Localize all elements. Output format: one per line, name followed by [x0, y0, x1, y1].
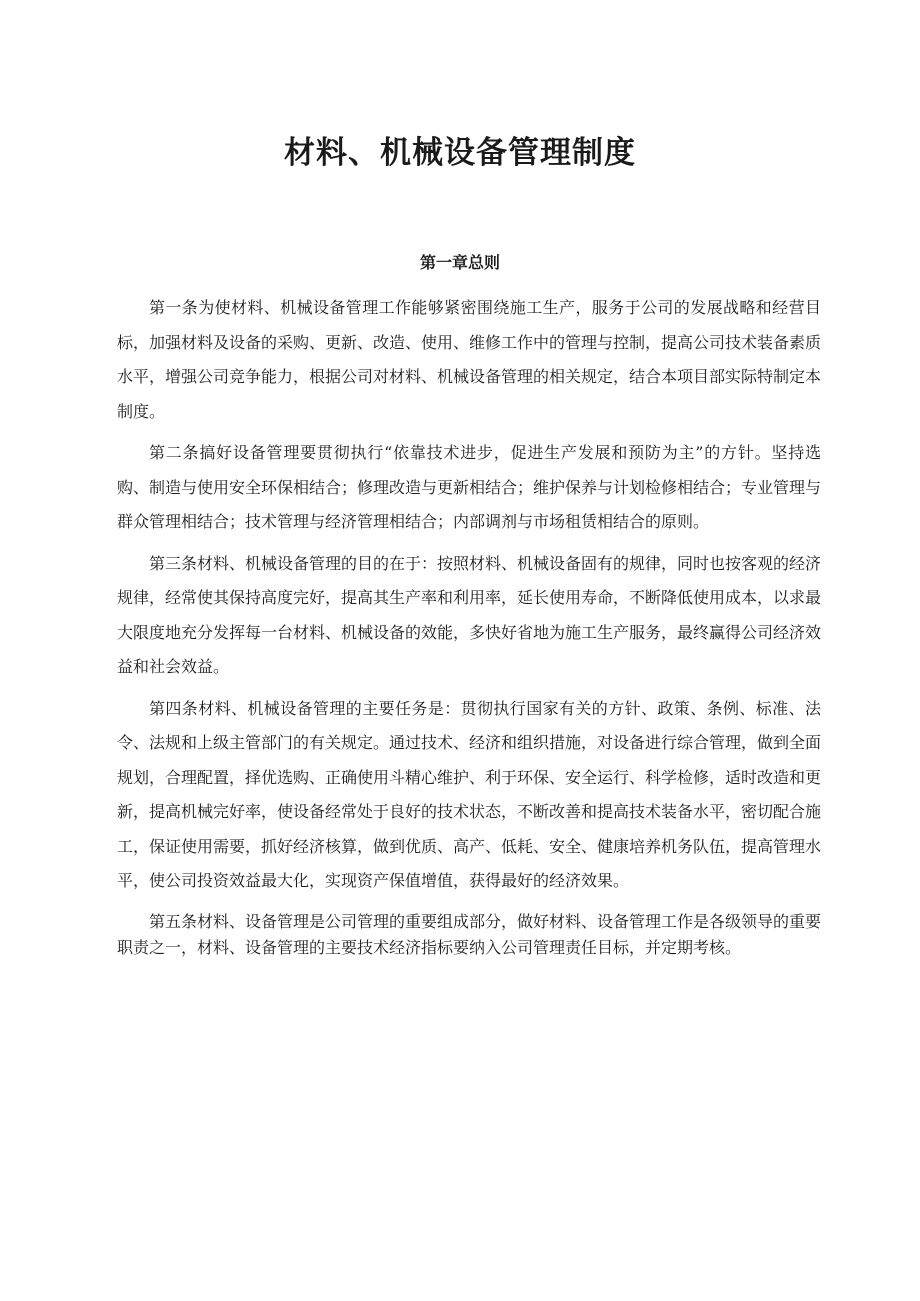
chapter-heading: 第一章总则 [419, 253, 500, 272]
article-4-paragraph: 第四条材料、机械设备管理的主要任务是：贯彻执行国家有关的方针、政策、条例、标准、法令、法规和上级主管部门的有关规定。通过技术、经济和组织措施，对设备进行综合管理，做到全面规划，合理配置，择优选购、正确使用斗精心维护、利于环保、安全运行、科学检修，适时改造和更新，提高机械完好率，使设备经常处于良好的技术状态，不断改善和提高技术装备水平，密切配合施工，保证使用需要，抓好经济核算，做到优质、高产、低耗、安全、健康培养机务队伍，提高管理水平，使公司投资效益最大化，实现资产保值增值，获得最好的经济效果。 [117, 698, 822, 890]
article-5-paragraph: 第五条材料、设备管理是公司管理的重要组成部分，做好材料、设备管理工作是各级领导的重要职责之一，材料、设备管理的主要技术经济指标要纳入公司管理责任目标，并定期考核。 [117, 911, 822, 957]
article-2-paragraph: 第二条搞好设备管理要贯彻执行“依靠技术进步，促进生产发展和预防为主”的方针。坚持选购、制造与使用安全环保相结合；修理改造与更新相结合；维护保养与计划检修相结合；专业管理与群众管理相结合；技术管理与经济管理相结合；内部调剂与市场租赁相结合的原则。 [117, 443, 822, 531]
article-1-paragraph: 第一条为使材料、机械设备管理工作能够紧密围绕施工生产，服务于公司的发展战略和经营目标，加强材料及设备的采购、更新、改造、使用、维修工作中的管理与控制，提高公司技术装备素质水平，增强公司竞争能力，根据公司对材料、机械设备管理的相关规定，结合本项目部实际特制定本制度。 [117, 298, 822, 421]
article-3-paragraph: 第三条材料、机械设备管理的目的在于：按照材料、机械设备固有的规律，同时也按客观的经济规律，经常使其保持高度完好，提高其生产率和利用率，延长使用寿命，不断降低使用成本，以求最大限度地充分发挥每一台材料、机械设备的效能，多快好省地为施工生产服务，最终赢得公司经济效益和社会效益。 [117, 553, 822, 676]
document-body [117, 291, 821, 968]
document-title: 材料、机械设备管理制度 [284, 135, 636, 171]
